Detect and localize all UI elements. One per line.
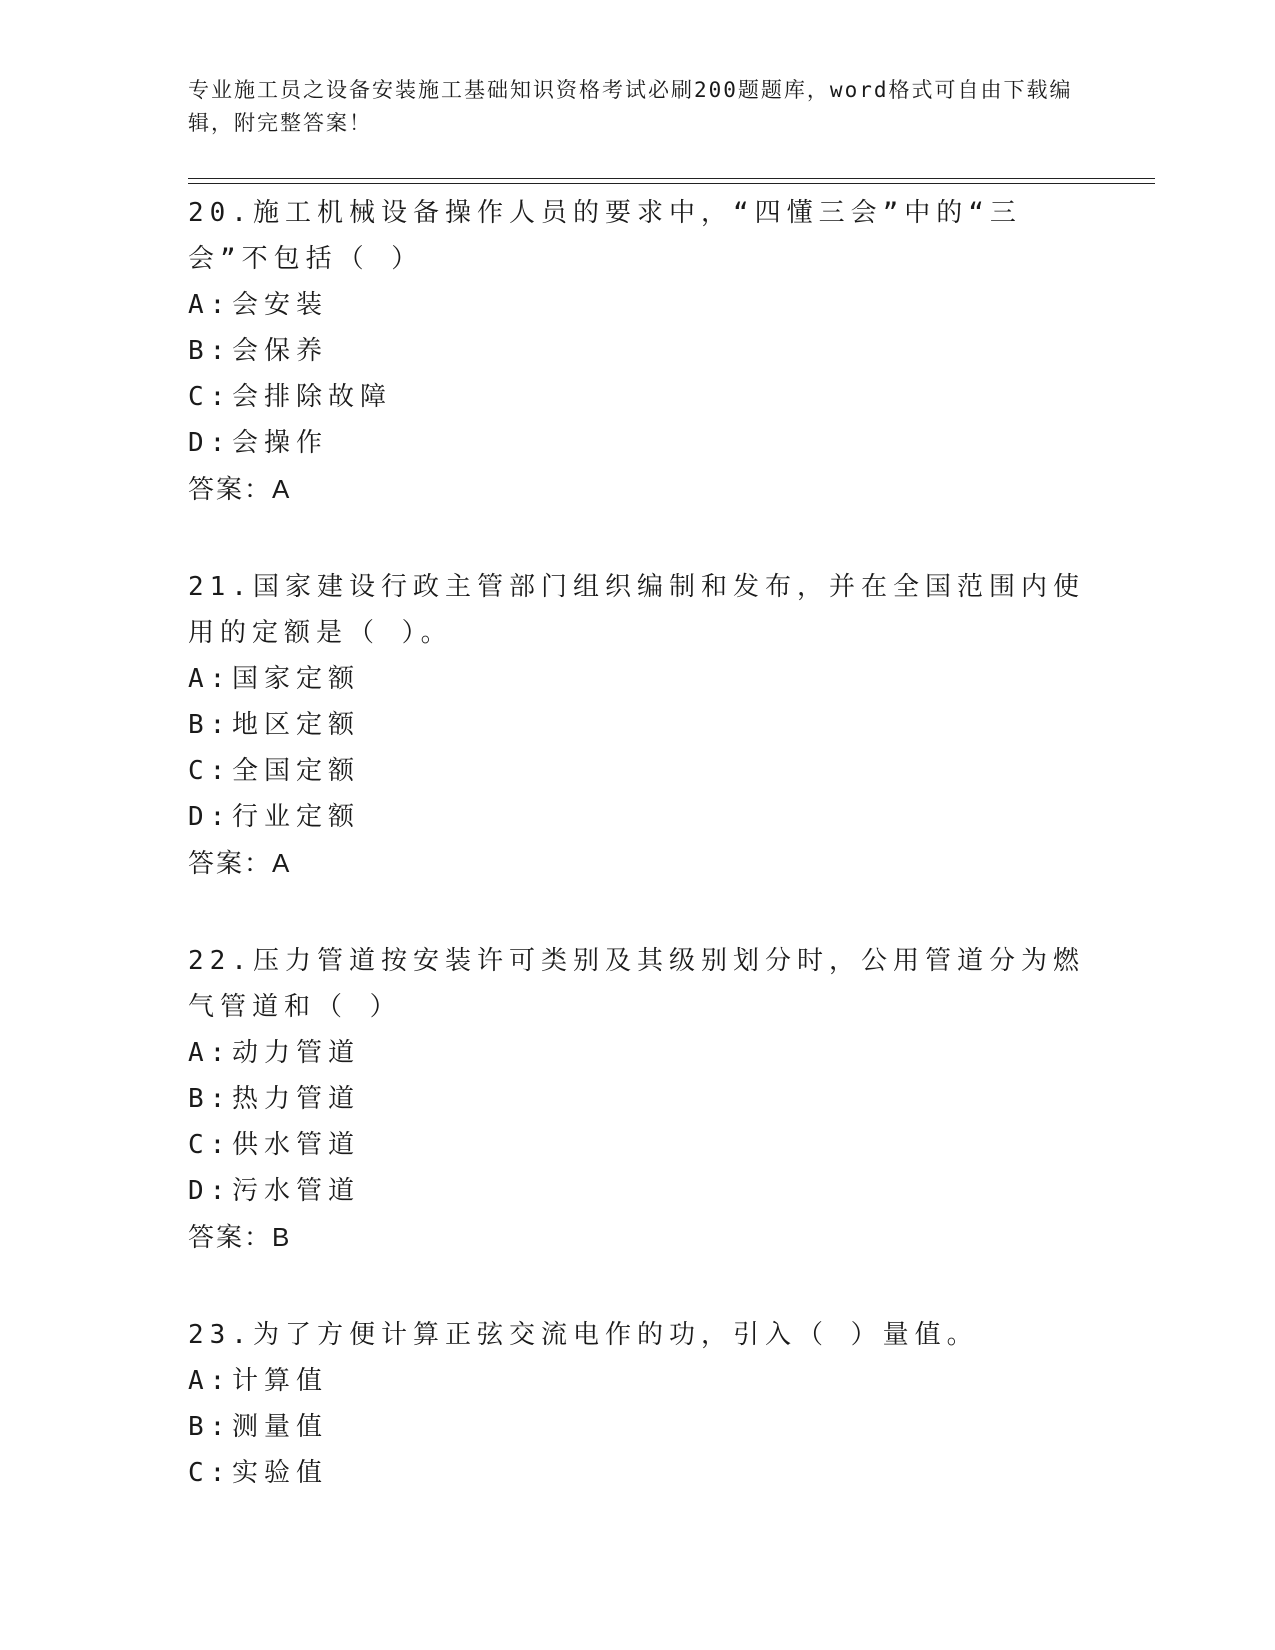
question-stem: 压力管道按安装许可类别及其级别划分时，公用管道分为燃气管道和（ ） <box>188 946 1085 1022</box>
option-a <box>188 1030 1088 1076</box>
question-text <box>188 564 1088 656</box>
option-text: 测量值 <box>232 1412 329 1442</box>
question-list <box>188 190 1088 1548</box>
header-divider-top <box>188 178 1155 179</box>
option-b <box>188 702 1088 748</box>
option-letter: B: <box>188 336 232 366</box>
question-stem: 为了方便计算正弦交流电作的功，引入（ ）量值。 <box>252 1320 979 1350</box>
option-letter: C: <box>188 756 232 786</box>
option-b <box>188 328 1088 374</box>
option-text: 国家定额 <box>232 664 361 694</box>
option-letter: B: <box>188 1084 232 1114</box>
option-letter: B: <box>188 710 232 740</box>
question-number: 20. <box>188 198 253 228</box>
option-c <box>188 1450 1088 1496</box>
question-text <box>188 190 1088 282</box>
option-a <box>188 656 1088 702</box>
option-c <box>188 1122 1088 1168</box>
answer: 答案：A <box>188 848 292 878</box>
question-22 <box>188 938 1088 1260</box>
option-letter: A: <box>188 290 232 320</box>
answer: 答案：B <box>188 1222 292 1252</box>
option-letter: A: <box>188 1366 232 1396</box>
option-text: 会保养 <box>232 336 329 366</box>
option-text: 实验值 <box>232 1458 329 1488</box>
document-header: 专业施工员之设备安装施工基础知识资格考试必刷200题题库，word格式可自由下载编辑，附完整答案！ <box>188 78 1073 135</box>
option-text: 全国定额 <box>232 756 361 786</box>
option-letter: C: <box>188 1458 232 1488</box>
question-number: 23. <box>188 1320 253 1350</box>
option-c <box>188 748 1088 794</box>
option-a <box>188 1358 1088 1404</box>
question-text <box>188 938 1088 1030</box>
option-text: 污水管道 <box>232 1176 361 1206</box>
option-d <box>188 1168 1088 1214</box>
question-stem: 国家建设行政主管部门组织编制和发布，并在全国范围内使用的定额是（ ）。 <box>188 572 1085 648</box>
option-text: 热力管道 <box>232 1084 361 1114</box>
option-c <box>188 374 1088 420</box>
question-number: 22. <box>188 946 253 976</box>
option-d <box>188 420 1088 466</box>
question-23 <box>188 1312 1088 1496</box>
option-text: 动力管道 <box>232 1038 361 1068</box>
option-text: 会排除故障 <box>232 382 393 412</box>
option-letter: D: <box>188 428 232 458</box>
option-letter: C: <box>188 1130 232 1160</box>
option-text: 地区定额 <box>232 710 361 740</box>
header-divider-bottom <box>188 183 1155 184</box>
option-letter: C: <box>188 382 232 412</box>
question-stem: 施工机械设备操作人员的要求中，“四懂三会”中的“三会”不包括（ ） <box>188 198 1022 274</box>
option-b <box>188 1076 1088 1122</box>
answer: 答案：A <box>188 474 292 504</box>
option-letter: D: <box>188 1176 232 1206</box>
question-number: 21. <box>188 572 253 602</box>
option-text: 供水管道 <box>232 1130 361 1160</box>
option-b <box>188 1404 1088 1450</box>
question-text <box>188 1312 1088 1358</box>
option-letter: D: <box>188 802 232 832</box>
option-text: 计算值 <box>232 1366 329 1396</box>
option-text: 会安装 <box>232 290 329 320</box>
option-letter: A: <box>188 664 232 694</box>
question-21 <box>188 564 1088 886</box>
option-d <box>188 794 1088 840</box>
option-a <box>188 282 1088 328</box>
option-letter: A: <box>188 1038 232 1068</box>
option-text: 会操作 <box>232 428 329 458</box>
option-text: 行业定额 <box>232 802 361 832</box>
question-20 <box>188 190 1088 512</box>
option-letter: B: <box>188 1412 232 1442</box>
